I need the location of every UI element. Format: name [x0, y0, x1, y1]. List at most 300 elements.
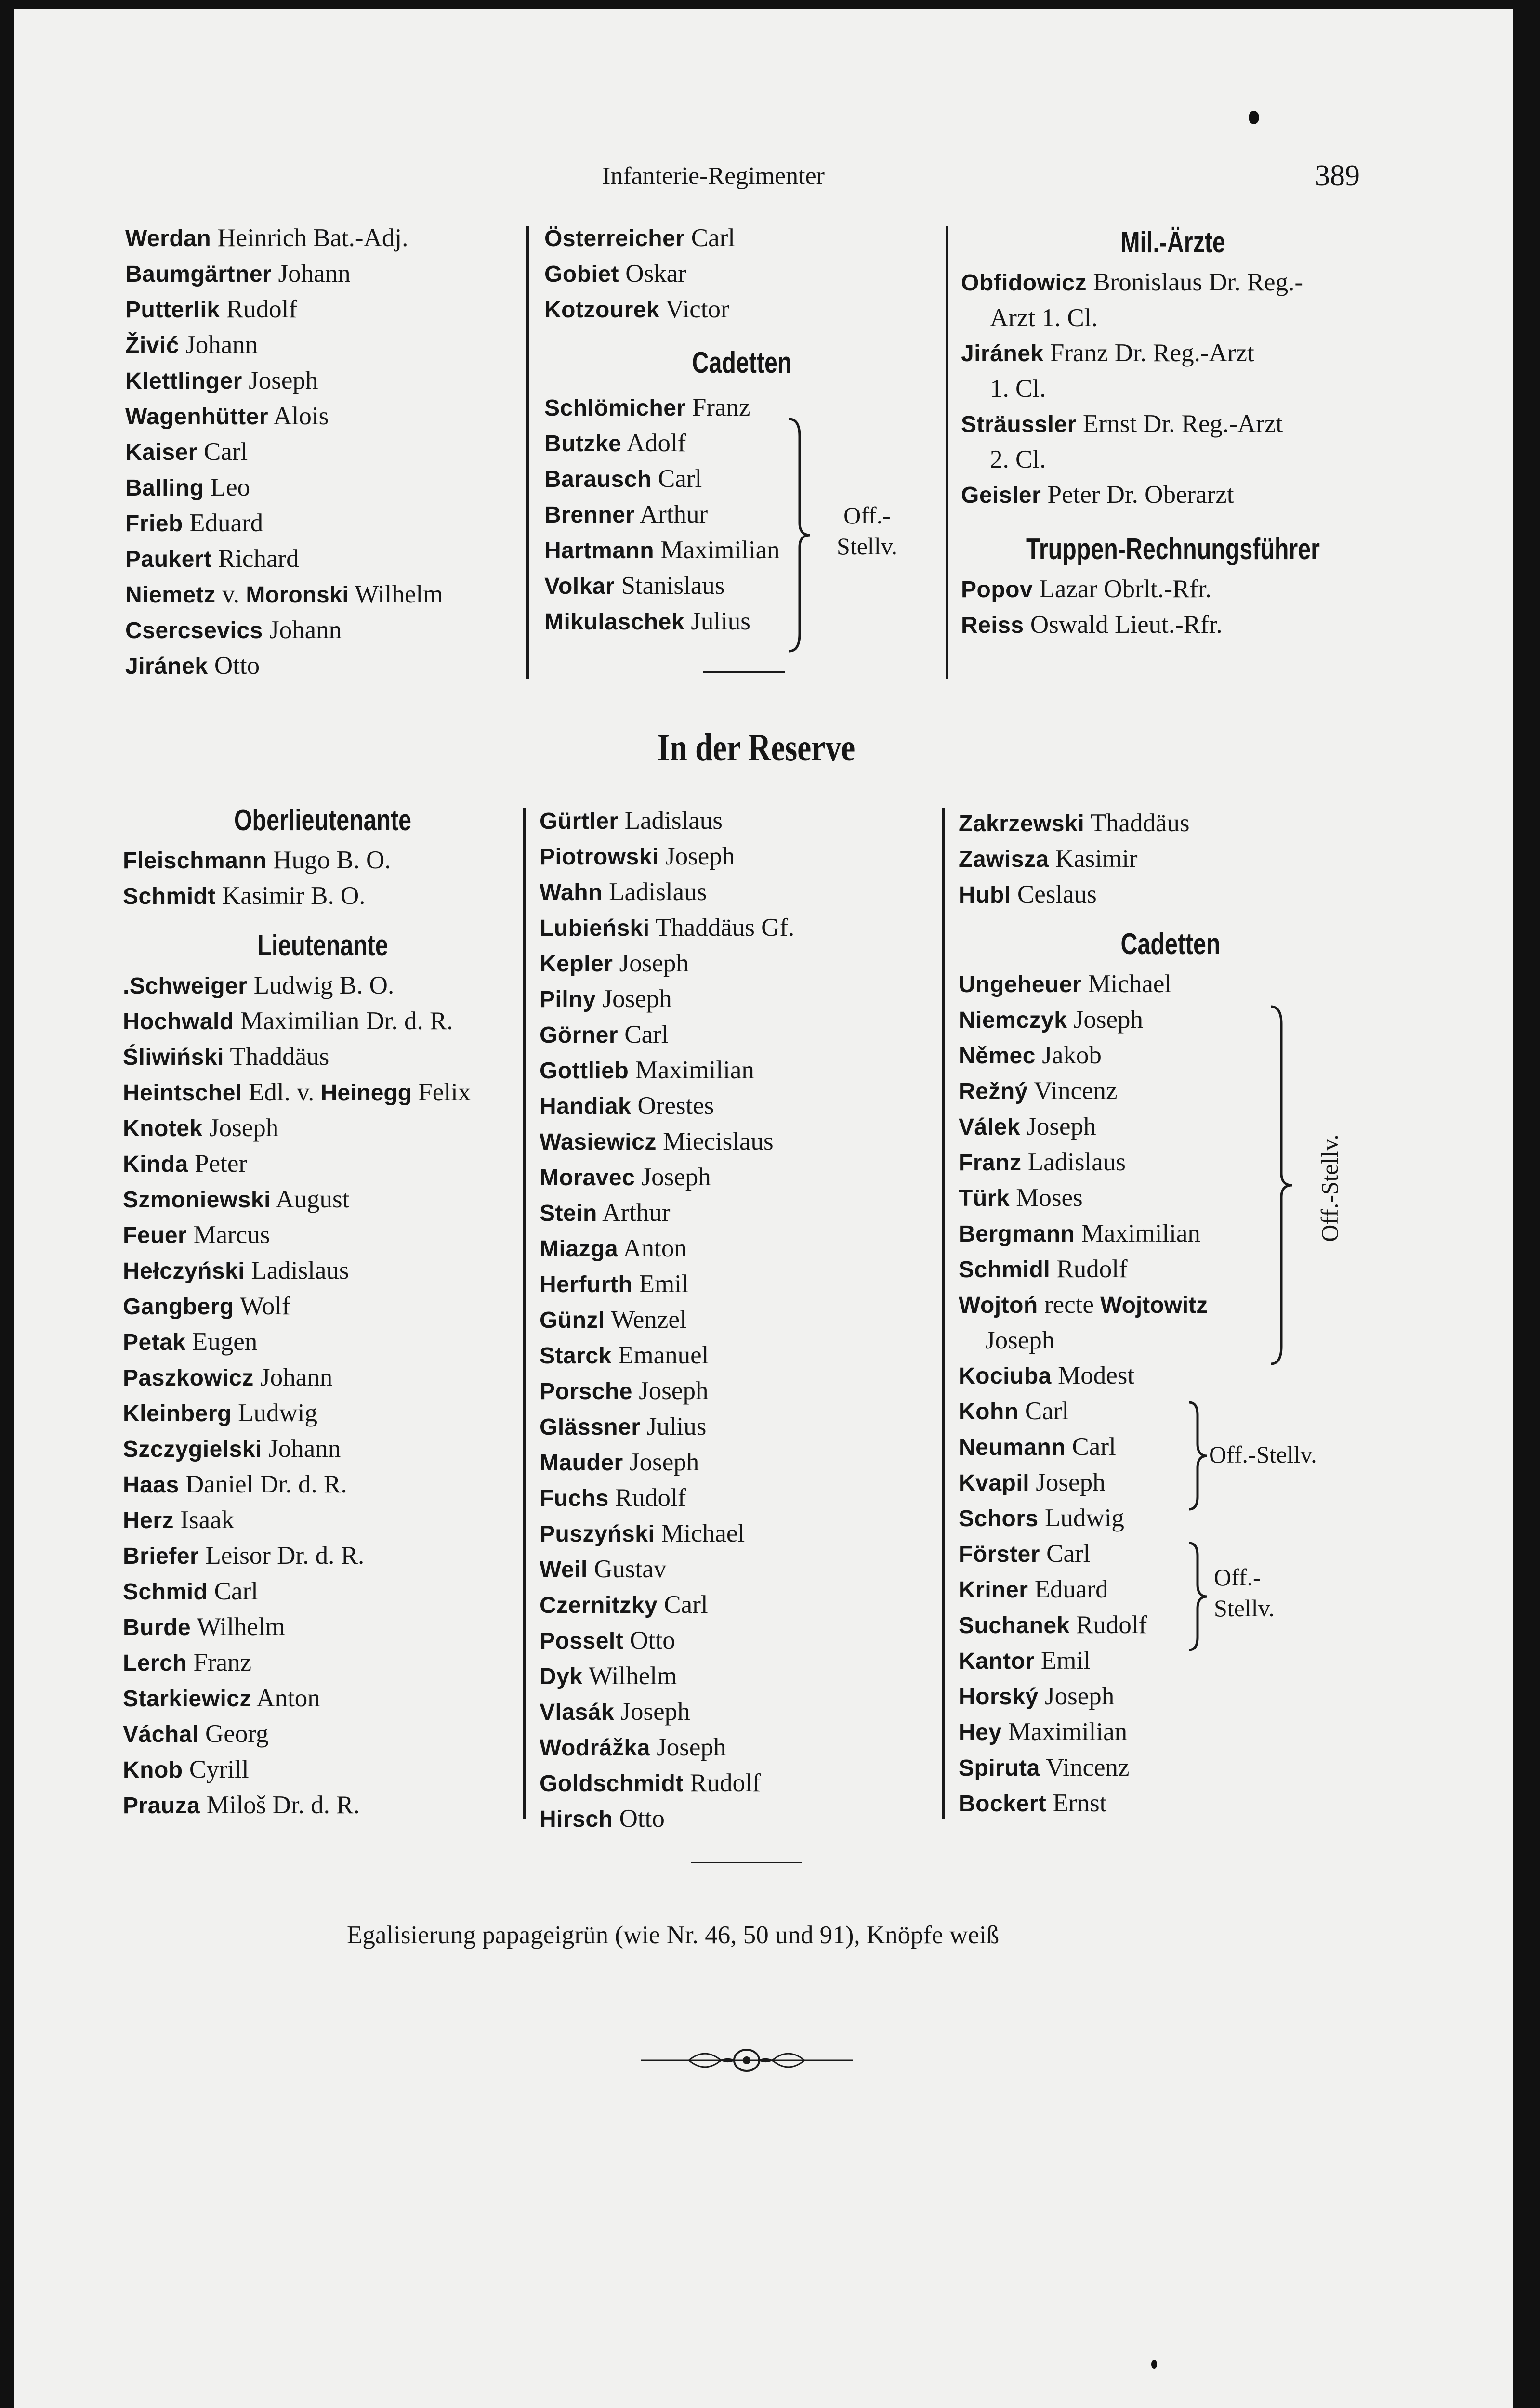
- surname: Knob: [123, 1757, 183, 1783]
- roster-entry: [959, 1252, 1488, 1287]
- roster-entry: [123, 1752, 542, 1788]
- surname: Sträussler: [961, 412, 1077, 437]
- surname: Hey: [959, 1720, 1002, 1745]
- surname: Volkar: [544, 574, 615, 599]
- surname: Werdan: [125, 226, 211, 251]
- surname: Prauza: [123, 1793, 200, 1819]
- surname: Kohn: [959, 1399, 1019, 1425]
- roster-entry: [959, 1750, 1488, 1786]
- roster-entry: [540, 982, 939, 1017]
- surname: Miazga: [540, 1236, 619, 1262]
- given-name: Ladislaus: [1021, 1148, 1126, 1176]
- surname: Schmid: [123, 1579, 208, 1605]
- surname: Porsche: [540, 1379, 632, 1404]
- surname: Moravec: [540, 1165, 635, 1191]
- brace-label-line: Stellv.: [1214, 1595, 1275, 1622]
- given-name: Joseph: [1067, 1006, 1143, 1034]
- surname: Heintschel: [123, 1080, 242, 1106]
- vertical-brace-label: Off.-Stellv.: [1316, 1134, 1343, 1242]
- given-name: Johann: [262, 1435, 341, 1463]
- surname: Wodrážka: [540, 1735, 650, 1761]
- roster-entry: [125, 363, 540, 399]
- given-name: Bronislaus Dr. Reg.-: [1086, 268, 1303, 296]
- roster-entry: [959, 1465, 1488, 1501]
- roster-entry: [544, 256, 939, 292]
- roster-entry: [544, 604, 939, 640]
- roster-entry: [959, 1145, 1488, 1180]
- surname: Gürtler: [540, 809, 619, 834]
- surname: .Schweiger: [123, 973, 248, 999]
- cadetten-heading: Cadetten: [1120, 928, 1221, 961]
- given-name: Ceslaus: [1011, 880, 1097, 908]
- surname: Csercsevics: [125, 618, 263, 643]
- given-name: Anton: [251, 1684, 320, 1712]
- surname: Hirsch: [540, 1806, 613, 1832]
- surname: Popov: [961, 577, 1033, 602]
- roster-entry-continuation: 2. Cl.: [990, 445, 1046, 473]
- roster-entry: [540, 1195, 939, 1231]
- roster-entry: [125, 470, 540, 506]
- given-name: Joseph: [242, 366, 318, 394]
- surname: Burde: [123, 1615, 191, 1640]
- surname: Niemetz: [125, 582, 216, 608]
- column-1-bottom: [123, 798, 542, 1823]
- surname: Piotrowski: [540, 844, 659, 870]
- surname: Günzl: [540, 1308, 605, 1333]
- surname: Bockert: [959, 1791, 1047, 1817]
- roster-entry: [123, 1788, 542, 1823]
- surname: Knotek: [123, 1116, 203, 1141]
- roster-entry: [959, 1002, 1488, 1038]
- surname: Ungeheuer: [959, 972, 1082, 997]
- given-name: Arthur: [634, 500, 708, 528]
- roster-entry: [959, 1216, 1488, 1252]
- roster-entry: [544, 390, 939, 426]
- given-name: Oswald Lieut.-Rfr.: [1024, 611, 1223, 639]
- surname: Fleischmann: [123, 848, 267, 874]
- given-name: Cyrill: [183, 1755, 249, 1783]
- given-name: Joseph: [623, 1448, 699, 1476]
- given-name: Eduard: [183, 509, 263, 537]
- surname: Herfurth: [540, 1272, 633, 1297]
- document-page: [14, 9, 1513, 2408]
- given-name: Wenzel: [605, 1306, 687, 1334]
- roster-entry: [959, 1323, 1488, 1358]
- given-name: Otto: [623, 1626, 675, 1654]
- given-name: Thaddäus: [224, 1043, 329, 1071]
- column-divider: [942, 808, 945, 1819]
- given-name: Felix: [412, 1078, 471, 1106]
- roster-entry: [540, 1409, 939, 1445]
- surname: Kotzourek: [544, 297, 660, 323]
- surname: Fuchs: [540, 1486, 609, 1511]
- surname: Klettlinger: [125, 368, 242, 394]
- given-name: Ladislaus: [245, 1256, 349, 1284]
- roster-entry: [123, 1004, 542, 1039]
- given-name: Maximilian: [654, 536, 780, 564]
- surname: Geisler: [961, 483, 1041, 508]
- surname: Pilny: [540, 987, 596, 1012]
- brace-label: [1214, 1562, 1301, 1623]
- roster-entry: [959, 1643, 1488, 1679]
- surname: Jiránek: [125, 654, 208, 679]
- given-name: Emanuel: [611, 1341, 709, 1369]
- surname: Kinda: [123, 1152, 188, 1177]
- roster-entry: [961, 265, 1385, 301]
- roster-entry: [959, 1038, 1488, 1073]
- given-name: Moses: [1010, 1184, 1083, 1212]
- roster-entry: [540, 1480, 939, 1516]
- roster-entry: [540, 1623, 939, 1659]
- surname: Barausch: [544, 467, 652, 492]
- page-number: 389: [1315, 159, 1360, 192]
- given-name: Richard: [211, 545, 299, 573]
- brace-label-line: Off.-: [843, 502, 891, 529]
- roster-entry: [123, 1431, 542, 1467]
- roster-entry: [544, 292, 939, 327]
- oberlieutenante-heading: Oberlieutenante: [234, 804, 412, 837]
- given-name: Miecislaus: [656, 1127, 774, 1155]
- given-name: Carl: [1066, 1433, 1116, 1461]
- brace: [1185, 1541, 1214, 1652]
- given-name: Joseph: [613, 949, 689, 977]
- surname: Schors: [959, 1506, 1039, 1531]
- given-name: Joseph: [985, 1326, 1055, 1354]
- column-2-top: [544, 221, 939, 640]
- roster-entry: [540, 803, 939, 839]
- given-name: Arthur: [597, 1199, 671, 1227]
- surname: Stein: [540, 1201, 597, 1226]
- surname: Dyk: [540, 1664, 583, 1689]
- roster-entry: [125, 221, 540, 256]
- given-name: Julius: [640, 1413, 707, 1440]
- brace: [785, 417, 814, 653]
- roster-entry: [540, 1302, 939, 1338]
- given-name: Jakob: [1035, 1041, 1102, 1069]
- given-name: August: [270, 1185, 350, 1213]
- roster-entry: [544, 426, 939, 461]
- lieutenante-heading: Lieutenante: [257, 929, 388, 962]
- surname: Czernitzky: [540, 1593, 658, 1618]
- surname: Moronski: [246, 582, 349, 608]
- roster-entry: [125, 434, 540, 470]
- given-name: Wilhelm: [191, 1613, 285, 1641]
- surname: Kantor: [959, 1649, 1035, 1674]
- surname: Schmidl: [959, 1257, 1051, 1283]
- roster-entry: [125, 648, 540, 684]
- given-name: Carl: [1040, 1540, 1091, 1568]
- roster-entry: [540, 1374, 939, 1409]
- column-divider: [526, 226, 529, 679]
- surname: Schmidt: [123, 884, 216, 909]
- roster-entry: [125, 292, 540, 327]
- given-name: Franz Dr. Reg.-Arzt: [1043, 339, 1254, 367]
- surname: Glässner: [540, 1414, 641, 1440]
- brace-label-line: Off.-Stellv.: [1209, 1441, 1317, 1468]
- given-name: Joseph: [202, 1114, 279, 1142]
- given-name: Rudolf: [1050, 1255, 1128, 1283]
- surname: Wojtoń: [959, 1293, 1038, 1318]
- surname: Starck: [540, 1343, 612, 1369]
- given-name: Marcus: [187, 1221, 270, 1249]
- surname: Kociuba: [959, 1363, 1052, 1389]
- short-rule: [703, 671, 785, 673]
- roster-entry: [959, 1287, 1488, 1323]
- column-divider: [946, 226, 948, 679]
- given-name: Carl: [1018, 1397, 1069, 1425]
- surname: Herz: [123, 1508, 174, 1533]
- given-name: Alois: [268, 402, 329, 430]
- given-name: Rudolf: [220, 295, 298, 323]
- given-name: Stanislaus: [615, 572, 725, 600]
- surname: Handiak: [540, 1094, 632, 1119]
- given-name: Michael: [655, 1519, 745, 1547]
- given-name: Joseph: [1038, 1682, 1115, 1710]
- surname: Franz: [959, 1150, 1022, 1176]
- given-name: Leo: [204, 473, 250, 501]
- column-1-top: [125, 221, 540, 684]
- given-name: Johann: [263, 616, 342, 644]
- given-name: Otto: [613, 1805, 665, 1832]
- roster-entry: [540, 1587, 939, 1623]
- surname: Österreicher: [544, 226, 685, 251]
- surname: Türk: [959, 1186, 1010, 1211]
- surname: Goldschmidt: [540, 1771, 684, 1796]
- surname: Weil: [540, 1557, 588, 1583]
- roster-entry: [125, 327, 540, 363]
- surname: Wagenhütter: [125, 404, 269, 430]
- given-name: Emil: [1034, 1647, 1091, 1675]
- surname: Wojtowitz: [1100, 1293, 1208, 1318]
- roster-entry: [540, 1160, 939, 1195]
- surname: Váchal: [123, 1722, 199, 1747]
- given-name: Hugo B. O.: [266, 846, 391, 874]
- roster-entry: [959, 1394, 1488, 1429]
- roster-entry: [544, 461, 939, 497]
- surname: Jiránek: [961, 341, 1044, 366]
- surname: Neumann: [959, 1435, 1066, 1460]
- roster-entry: [540, 1552, 939, 1587]
- surname: Niemczyk: [959, 1008, 1067, 1033]
- surname: Zakrzewski: [959, 811, 1085, 837]
- given-name: Wilhelm: [582, 1662, 677, 1690]
- given-name: Leisor Dr. d. R.: [199, 1542, 365, 1570]
- surname: Baumgärtner: [125, 262, 272, 287]
- surname: Wahn: [540, 880, 603, 905]
- given-name: Joseph: [614, 1698, 690, 1726]
- roster-entry: [959, 1358, 1488, 1394]
- given-name: Joseph: [596, 985, 672, 1013]
- given-name: Johann: [272, 260, 351, 288]
- given-name: Thaddäus Gf.: [649, 914, 795, 942]
- roster-entry: [544, 221, 939, 256]
- surname: Gottlieb: [540, 1058, 629, 1084]
- roster-entry: [540, 1124, 939, 1160]
- roster-entry: [540, 839, 939, 875]
- roster-entry: [123, 1146, 542, 1182]
- given-name: Ludwig B. O.: [247, 971, 395, 999]
- given-name: Ludwig: [1038, 1504, 1124, 1532]
- given-name: Joseph: [1029, 1468, 1106, 1496]
- given-name: recte: [1038, 1291, 1101, 1319]
- surname: Förster: [959, 1542, 1040, 1567]
- given-name: Heinrich Bat.-Adj.: [211, 224, 408, 252]
- roster-entry: [540, 1338, 939, 1374]
- given-name: Wilhelm: [348, 580, 443, 608]
- roster-entry: [540, 1801, 939, 1837]
- surname: Lerch: [123, 1650, 187, 1676]
- surname: Starkiewicz: [123, 1686, 251, 1712]
- surname: Szmoniewski: [123, 1187, 271, 1213]
- given-name: Rudolf: [1069, 1611, 1147, 1639]
- surname: Wasiewicz: [540, 1129, 657, 1155]
- roster-entry: [959, 1714, 1488, 1750]
- given-name: Daniel Dr. d. R.: [179, 1470, 347, 1498]
- given-name: Rudolf: [608, 1484, 686, 1512]
- surname: Režný: [959, 1079, 1028, 1104]
- given-name: Ladislaus: [602, 878, 707, 906]
- ink-spot: [1249, 111, 1259, 124]
- surname: Gangberg: [123, 1294, 234, 1320]
- given-name: Carl: [658, 1591, 708, 1619]
- roster-entry: [959, 877, 1488, 913]
- roster-entry: [540, 946, 939, 982]
- surname: Paukert: [125, 547, 212, 572]
- column-3-top: [961, 221, 1385, 643]
- roster-entry: [123, 1396, 542, 1431]
- given-name: Joseph: [635, 1163, 711, 1191]
- column-2-bottom: [540, 803, 939, 1837]
- given-name: Otto: [208, 652, 260, 680]
- roster-entry: [123, 878, 542, 914]
- given-name: Orestes: [631, 1092, 714, 1120]
- roster-entry: [540, 1766, 939, 1801]
- roster-entry: [123, 1503, 542, 1538]
- surname: Putterlik: [125, 297, 220, 323]
- surname: Spiruta: [959, 1755, 1040, 1781]
- given-name: Vincenz: [1027, 1077, 1118, 1105]
- ornament-icon: [641, 2043, 853, 2077]
- surname: Mikulaschek: [544, 609, 684, 635]
- given-name: Lazar Obrlt.-Rfr.: [1033, 575, 1212, 603]
- roster-entry: [540, 875, 939, 910]
- surname: Feuer: [123, 1223, 187, 1248]
- given-name: Wolf: [234, 1292, 290, 1320]
- roster-entry: [123, 1289, 542, 1324]
- surname: Vlasák: [540, 1700, 615, 1725]
- rechnungsfuehrer-heading: Truppen-Rechnungsführer: [1026, 533, 1320, 566]
- given-name: Emil: [632, 1270, 689, 1298]
- given-name: v.: [215, 580, 246, 608]
- roster-entry: [961, 336, 1385, 371]
- surname: Kleinberg: [123, 1401, 232, 1426]
- roster-entry: [540, 1730, 939, 1766]
- roster-entry: [961, 607, 1385, 643]
- given-name: Johann: [179, 331, 258, 359]
- roster-entry: [123, 843, 542, 878]
- surname: Gobiet: [544, 262, 619, 287]
- roster-entry: [123, 1610, 542, 1645]
- surname: Briefer: [123, 1544, 199, 1569]
- roster-entry-continuation: 1. Cl.: [990, 375, 1046, 403]
- surname: Horský: [959, 1684, 1039, 1710]
- roster-entry: [123, 1039, 542, 1075]
- surname: Živić: [125, 333, 179, 358]
- surname: Válek: [959, 1114, 1020, 1140]
- surname: Butzke: [544, 431, 622, 457]
- given-name: Miloš Dr. d. R.: [200, 1791, 360, 1819]
- running-header: Infanterie-Regimenter: [602, 162, 825, 190]
- given-name: Carl: [208, 1577, 258, 1605]
- given-name: Kasimir: [1049, 845, 1138, 873]
- surname: Balling: [125, 475, 204, 501]
- brace-label-line: Stellv.: [837, 533, 897, 560]
- roster-entry: [125, 506, 540, 541]
- given-name: Eugen: [185, 1328, 258, 1356]
- roster-entry: [961, 572, 1385, 607]
- roster-entry: [540, 1231, 939, 1267]
- surname: Haas: [123, 1472, 179, 1498]
- given-name: Franz: [187, 1649, 252, 1676]
- roster-entry: [959, 967, 1488, 1002]
- roster-entry: [959, 1786, 1488, 1821]
- roster-entry: [540, 1516, 939, 1552]
- surname: Reiss: [961, 613, 1024, 638]
- given-name: Ludwig: [231, 1399, 317, 1427]
- given-name: Gustav: [587, 1555, 667, 1583]
- roster-entry: [123, 1253, 542, 1289]
- roster-entry: [123, 1324, 542, 1360]
- surname: Němec: [959, 1043, 1036, 1069]
- mil-aerzte-heading: Mil.-Ärzte: [1120, 226, 1225, 259]
- surname: Kvapil: [959, 1470, 1030, 1496]
- roster-entry: [125, 613, 540, 648]
- surname: Śliwiński: [123, 1045, 224, 1070]
- brace: [1267, 1005, 1296, 1366]
- given-name: Johann: [253, 1363, 333, 1391]
- surname: Mauder: [540, 1450, 623, 1476]
- given-name: Joseph: [658, 842, 735, 870]
- given-name: Maximilian: [1075, 1219, 1200, 1247]
- surname: Frieb: [125, 511, 183, 537]
- given-name: Oskar: [619, 260, 686, 288]
- surname: Lubieński: [540, 916, 650, 941]
- roster-entry: [123, 1467, 542, 1503]
- surname: Zawisza: [959, 847, 1049, 872]
- given-name: Isaak: [174, 1506, 235, 1534]
- roster-entry: [540, 1659, 939, 1694]
- given-name: Maximilian: [1001, 1718, 1128, 1746]
- roster-entry: [123, 1716, 542, 1752]
- roster-entry: [959, 806, 1488, 841]
- given-name: Adolf: [621, 429, 686, 457]
- egalisierung-note: Egalisierung papageigrün (wie Nr. 46, 50 und 91), Knöpfe weiß: [347, 1921, 1000, 1949]
- roster-entry: [959, 1679, 1488, 1714]
- roster-entry: [959, 1073, 1488, 1109]
- roster-entry: [123, 1182, 542, 1217]
- ink-spot: [1151, 2360, 1157, 2369]
- given-name: Joseph: [650, 1733, 726, 1761]
- surname: Suchanek: [959, 1613, 1070, 1638]
- given-name: Franz: [685, 393, 750, 421]
- given-name: Joseph: [632, 1377, 709, 1405]
- roster-entry: [125, 541, 540, 577]
- roster-entry: [540, 1088, 939, 1124]
- surname: Petak: [123, 1330, 186, 1355]
- roster-entry: [123, 1574, 542, 1610]
- roster-entry: [540, 1445, 939, 1480]
- roster-entry: [961, 406, 1385, 442]
